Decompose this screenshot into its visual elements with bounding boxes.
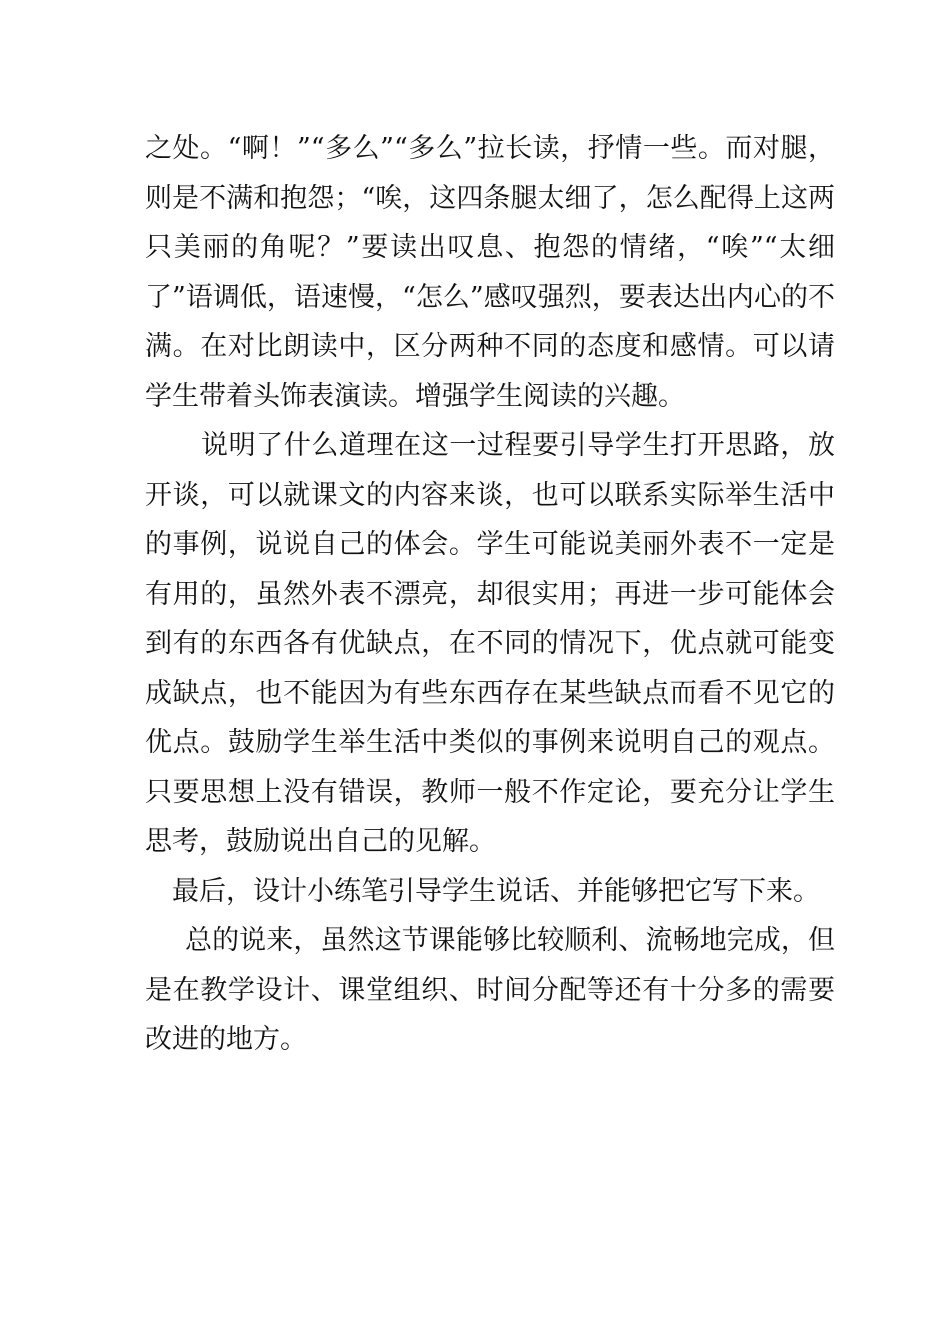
paragraph-writing-exercise: 最后，设计小练笔引导学生说话、并能够把它写下来。 <box>172 875 820 907</box>
paragraph-reading-guidance: 之处。“啊！”“多么”“多么”拉长读，抒情一些。而对腿，则是不满和抱怨；“唉，这四条腿太细了，怎么配得上这两只美丽的角呢？”要读出叹息、抱怨的情绪，“唉”“太细了”语调低，语速慢，“怎么”感叹强烈，要表达出内心的不满。在对比朗读中，区分两种不同的态度和感情。可以请学生带着头饰表演读。增强学生阅读的兴趣。 <box>145 133 835 412</box>
paragraph-lesson-discussion: 说明了什么道理在这一过程要引导学生打开思路，放开谈，可以就课文的内容来谈，也可以联系实际举生活中的事例，说说自己的体会。学生可能说美丽外表不一定是有用的，虽然外表不漂亮，却很实用；再进一步可能体会到有的东西各有优缺点，在不同的情况下，优点就可能变成缺点，也不能因为有些东西存在某些缺点而看不见它的优点。鼓励学生举生活中类似的事例来说明自己的观点。只要思想上没有错误，教师一般不作定论，要充分让学生思考，鼓励说出自己的见解。 <box>145 430 835 857</box>
paragraph-summary: 总的说来，虽然这节课能够比较顺利、流畅地完成，但是在教学设计、课堂组织、时间分配等还有十分多的需要改进的地方。 <box>145 925 835 1055</box>
document-body <box>145 124 835 1065</box>
